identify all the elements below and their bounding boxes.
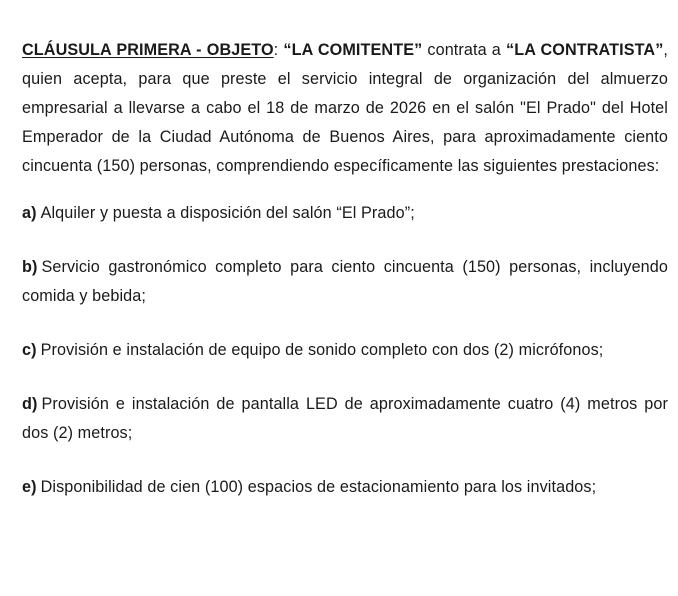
list-item-e [22, 473, 668, 502]
item-text: Alquiler y puesta a disposición del salón “El Prado”; [40, 204, 415, 222]
party-contratista: “LA CONTRATISTA” [506, 41, 664, 59]
item-text: Provisión e instalación de equipo de sonido completo con dos (2) micrófonos; [40, 341, 604, 359]
list-item-d [22, 390, 668, 448]
item-marker: b) [22, 258, 38, 276]
party-comitente: “LA COMITENTE” [283, 41, 423, 59]
item-text: Disponibilidad de cien (100) espacios de estacionamiento para los invitados; [40, 478, 597, 496]
item-marker: e) [22, 478, 37, 496]
clause-paragraph [22, 36, 668, 181]
list-item-a [22, 199, 668, 228]
document-page [22, 36, 668, 502]
services-list [22, 199, 668, 502]
item-text: Provisión e instalación de pantalla LED de aproximadamente cuatro (4) metros por dos (2) metros; [22, 395, 668, 442]
list-item-b [22, 253, 668, 311]
clause-text-1: contrata a [422, 41, 507, 59]
item-marker: a) [22, 204, 37, 222]
clause-heading-colon: : [273, 41, 279, 59]
clause-heading: CLÁUSULA PRIMERA - OBJETO [22, 41, 274, 59]
clause-text-2: , quien acepta, para que preste el servicio integral de organización del almuerzo empresarial a llevarse a cabo el 18 de marzo de 2026 en el salón "El Prado" del Hotel Emperador de la Ciudad Autónoma de Buenos Aires, para aproximadamente ciento cincuenta (150) personas, comprendiendo específicamente las siguientes prestaciones: [22, 41, 669, 175]
item-marker: c) [22, 341, 37, 359]
item-text: Servicio gastronómico completo para ciento cincuenta (150) personas, incluyendo comida y bebida; [22, 258, 668, 305]
item-marker: d) [22, 395, 38, 413]
list-item-c [22, 336, 668, 365]
